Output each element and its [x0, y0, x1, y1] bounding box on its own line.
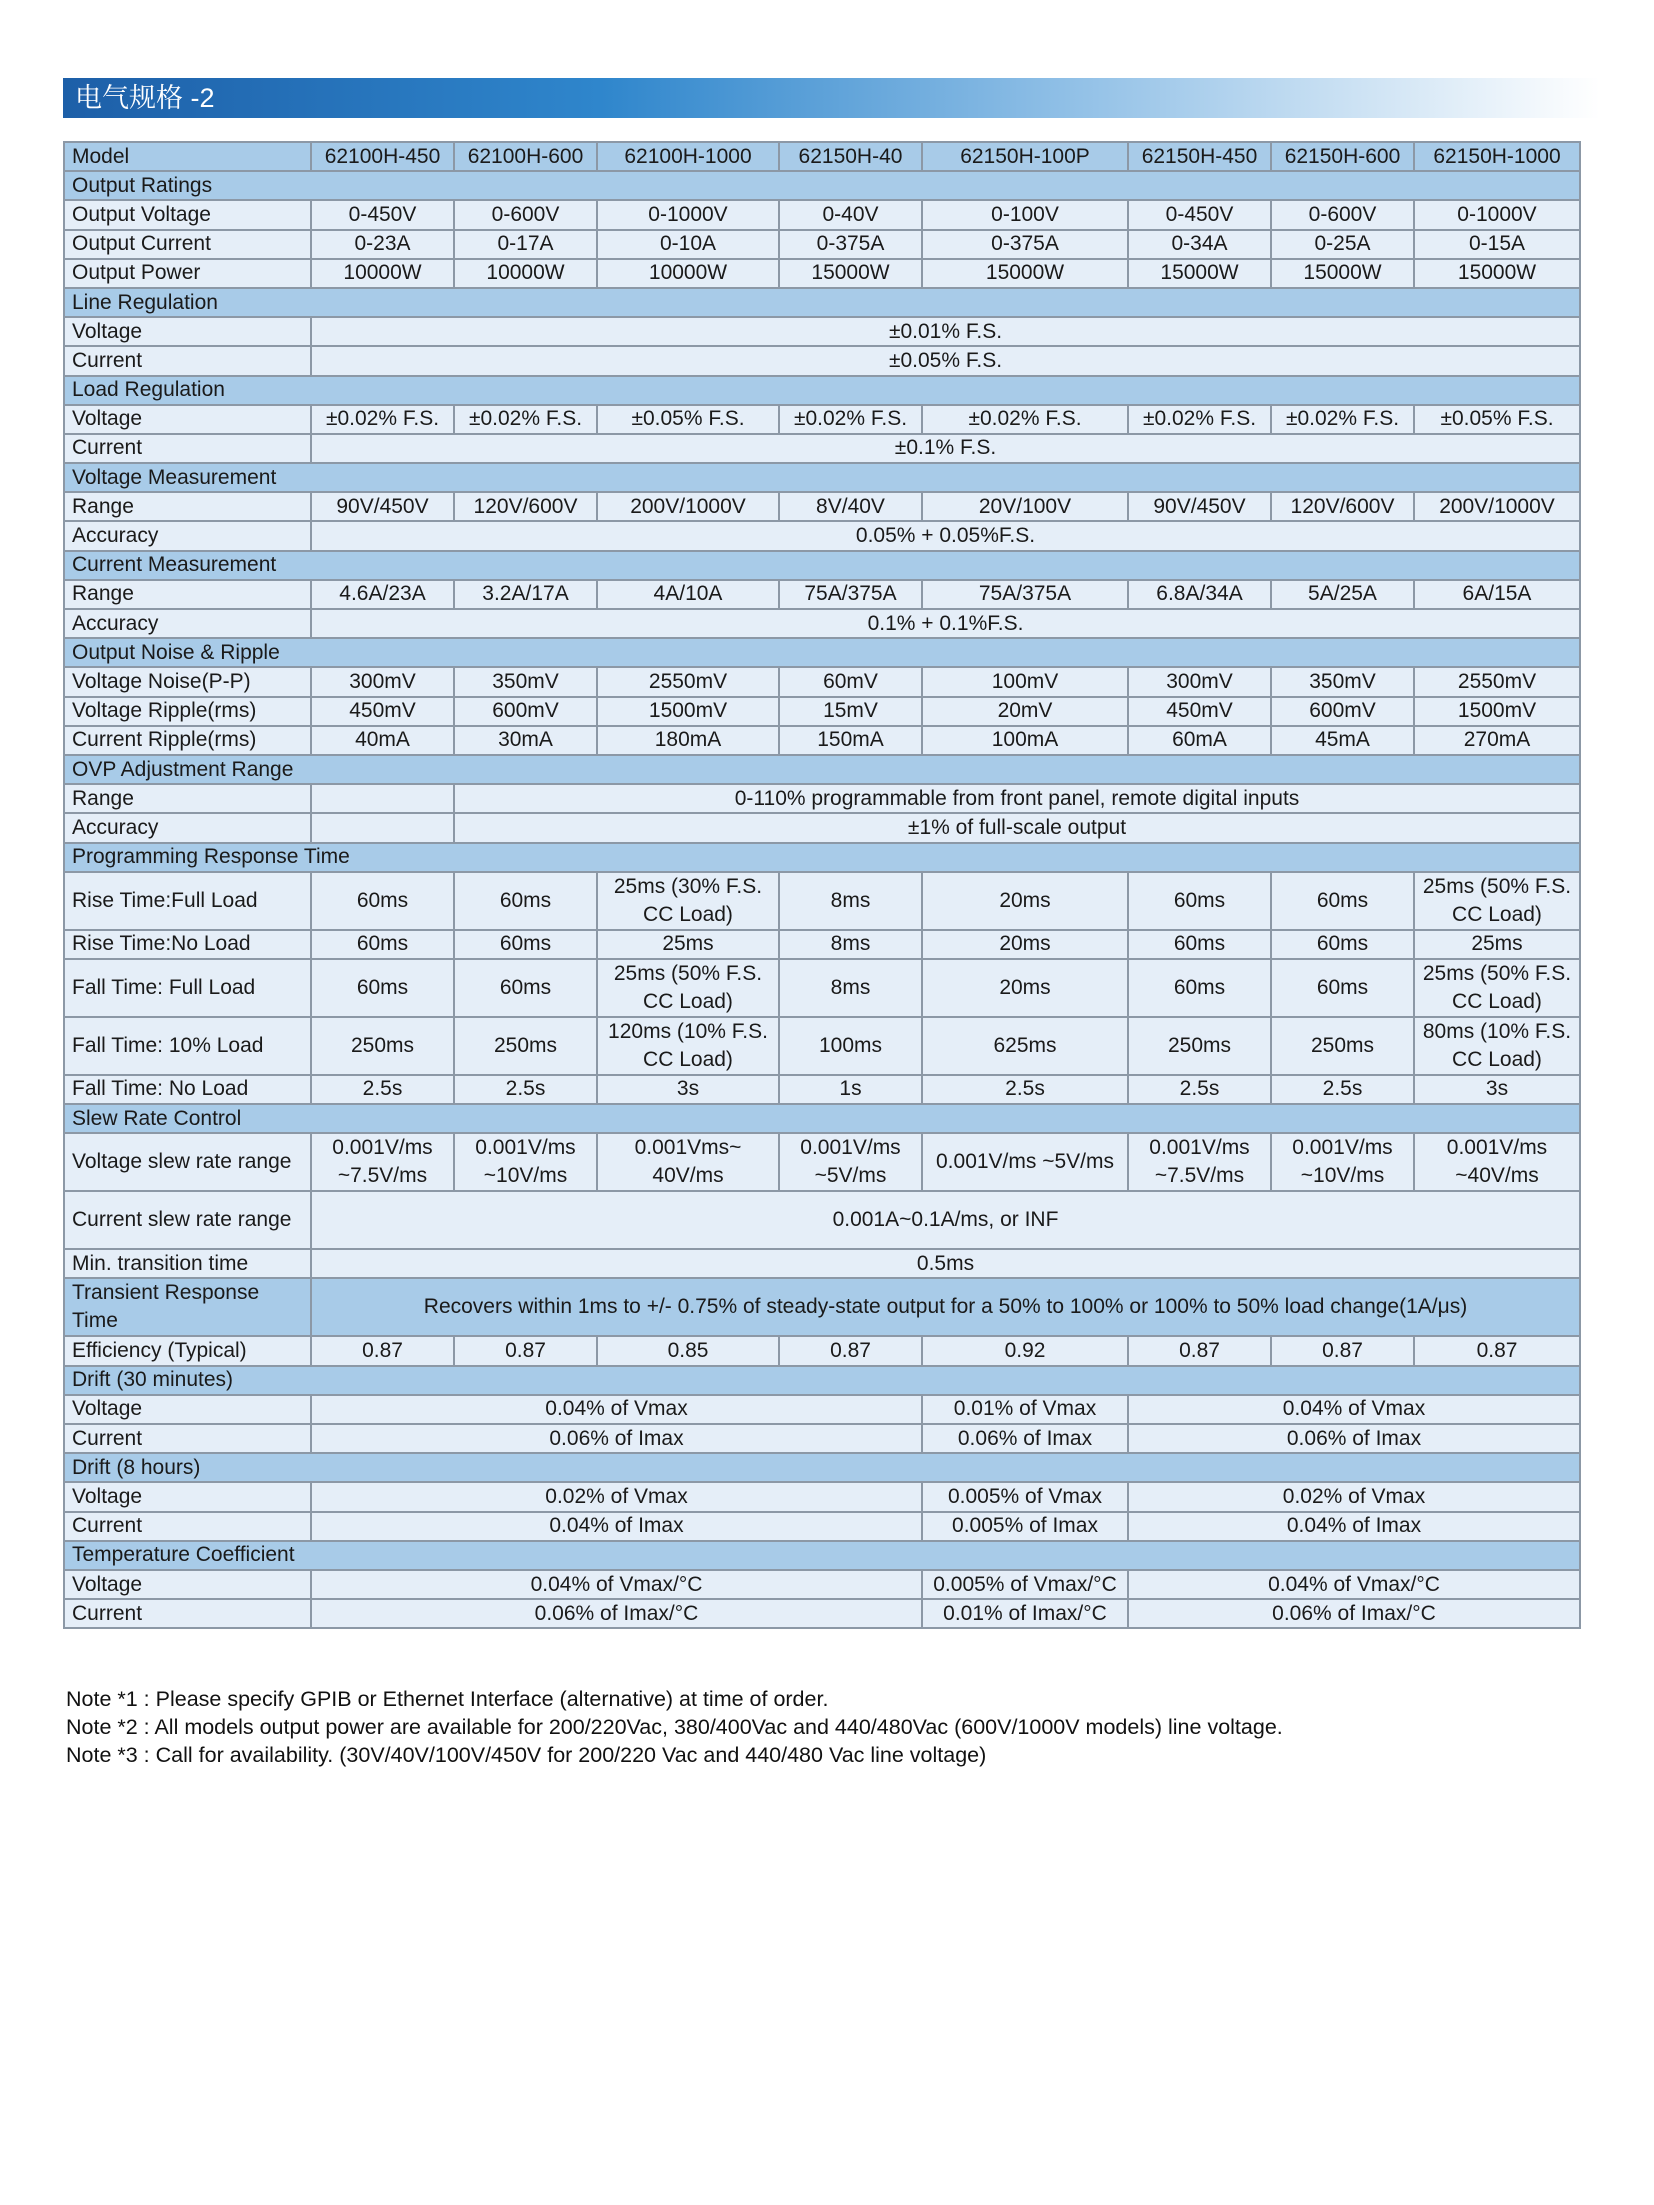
section-drift-30min: [64, 1366, 1580, 1395]
table-cell: 0.05% + 0.05%F.S.: [311, 521, 1580, 550]
table-cell: 8V/40V: [779, 492, 922, 521]
section-header: Temperature Coefficient: [64, 1541, 1580, 1570]
table-cell: 3s: [597, 1075, 779, 1104]
table-cell: ±0.05% F.S.: [311, 346, 1580, 375]
section-voltage-measurement: [64, 463, 1580, 492]
table-cell: 0-23A: [311, 230, 454, 259]
row-vmeas-accuracy: [64, 521, 1580, 550]
table-cell: 600mV: [454, 697, 597, 726]
row-label: Current Ripple(rms): [64, 726, 311, 755]
table-cell: 0.001V/ms ~40V/ms: [1414, 1133, 1580, 1191]
section-header: Output Noise & Ripple: [64, 638, 1580, 667]
row-efficiency: [64, 1336, 1580, 1365]
table-cell: 15mV: [779, 697, 922, 726]
note-3: Note *3 : Call for availability. (30V/40V/100V/450V for 200/220 Vac and 440/480 Vac line voltage): [66, 1742, 987, 1767]
table-cell: 100mV: [922, 667, 1128, 696]
table-cell: 0-450V: [1128, 200, 1271, 229]
section-header: Drift (30 minutes): [64, 1366, 1580, 1395]
row-label: Voltage: [64, 1482, 311, 1511]
table-cell: 0.87: [311, 1336, 454, 1365]
section-header: Output Ratings: [64, 171, 1580, 200]
table-cell: 0.005% of Imax: [922, 1512, 1128, 1541]
table-cell: 0.04% of Vmax/°C: [1128, 1570, 1580, 1599]
table-cell: 6.8A/34A: [1128, 580, 1271, 609]
table-cell: 45mA: [1271, 726, 1414, 755]
row-label: Range: [64, 784, 311, 813]
row-label: Min. transition time: [64, 1249, 311, 1278]
table-cell: 8ms: [779, 872, 922, 930]
table-cell: ±0.02% F.S.: [454, 405, 597, 434]
row-voltage-noise: [64, 667, 1580, 696]
row-transient: [64, 1278, 1580, 1336]
table-cell: 0.06% of Imax/°C: [1128, 1599, 1580, 1628]
row-label: Voltage: [64, 1395, 311, 1424]
table-cell: 0-600V: [1271, 200, 1414, 229]
row-label: Output Power: [64, 259, 311, 288]
table-cell: 120ms (10% F.S. CC Load): [597, 1017, 779, 1075]
table-cell: 0-375A: [779, 230, 922, 259]
table-cell: 0-110% programmable from front panel, remote digital inputs: [454, 784, 1580, 813]
notes: [66, 1686, 1586, 1769]
row-line-reg-voltage: [64, 317, 1580, 346]
table-cell: 0.02% of Vmax: [1128, 1482, 1580, 1511]
row-label: Voltage: [64, 405, 311, 434]
row-drift8-current: [64, 1512, 1580, 1541]
table-cell: ±0.02% F.S.: [779, 405, 922, 434]
section-output-ratings: [64, 171, 1580, 200]
table-cell: 0.06% of Imax: [311, 1424, 922, 1453]
table-cell: 120V/600V: [454, 492, 597, 521]
empty-cell: [311, 784, 454, 813]
row-rise-full: [64, 872, 1580, 930]
row-drift30-voltage: [64, 1395, 1580, 1424]
table-cell: 60ms: [1271, 959, 1414, 1017]
row-output-voltage: [64, 200, 1580, 229]
table-cell: ±0.01% F.S.: [311, 317, 1580, 346]
table-cell: 0.001V/ms ~5V/ms: [922, 1133, 1128, 1191]
table-cell: 100mA: [922, 726, 1128, 755]
table-cell: 0.01% of Imax/°C: [922, 1599, 1128, 1628]
table-cell: 60ms: [311, 872, 454, 930]
table-cell: 2550mV: [1414, 667, 1580, 696]
row-tempco-voltage: [64, 1570, 1580, 1599]
row-label: Voltage slew rate range: [64, 1133, 311, 1191]
model-name: 62100H-450: [311, 142, 454, 171]
table-cell: 120V/600V: [1271, 492, 1414, 521]
table-cell: 20ms: [922, 872, 1128, 930]
row-label: Current: [64, 1424, 311, 1453]
table-cell: 0-34A: [1128, 230, 1271, 259]
model-header: Model: [64, 142, 311, 171]
section-header: Load Regulation: [64, 376, 1580, 405]
table-cell: 20V/100V: [922, 492, 1128, 521]
table-cell: 300mV: [1128, 667, 1271, 696]
table-cell: 8ms: [779, 959, 922, 1017]
table-cell: 0.04% of Vmax: [1128, 1395, 1580, 1424]
table-cell: 250ms: [454, 1017, 597, 1075]
section-header: Voltage Measurement: [64, 463, 1580, 492]
table-cell: 600mV: [1271, 697, 1414, 726]
table-cell: 4A/10A: [597, 580, 779, 609]
model-name: 62150H-40: [779, 142, 922, 171]
table-cell: 150mA: [779, 726, 922, 755]
table-cell: 0.04% of Imax: [1128, 1512, 1580, 1541]
table-cell: 20ms: [922, 930, 1128, 959]
table-cell: 75A/375A: [779, 580, 922, 609]
model-name: 62150H-600: [1271, 142, 1414, 171]
table-cell: ±0.02% F.S.: [922, 405, 1128, 434]
row-output-power: [64, 259, 1580, 288]
table-cell: 30mA: [454, 726, 597, 755]
row-voltage-slew: [64, 1133, 1580, 1191]
table-cell: 3.2A/17A: [454, 580, 597, 609]
table-cell: 8ms: [779, 930, 922, 959]
table-cell: ±0.02% F.S.: [1128, 405, 1271, 434]
table-cell: 0-375A: [922, 230, 1128, 259]
row-label: Current slew rate range: [64, 1191, 311, 1249]
table-cell: 0.06% of Imax: [1128, 1424, 1580, 1453]
section-noise-ripple: [64, 638, 1580, 667]
row-label: Rise Time:No Load: [64, 930, 311, 959]
table-cell: 15000W: [922, 259, 1128, 288]
table-cell: ±0.02% F.S.: [1271, 405, 1414, 434]
section-slew-rate: [64, 1104, 1580, 1133]
table-cell: 15000W: [779, 259, 922, 288]
row-label: Range: [64, 580, 311, 609]
table-cell: 40mA: [311, 726, 454, 755]
row-voltage-ripple: [64, 697, 1580, 726]
table-cell: 0.87: [1414, 1336, 1580, 1365]
row-label: Current: [64, 346, 311, 375]
table-cell: 450mV: [311, 697, 454, 726]
table-cell: 0.001A~0.1A/ms, or INF: [311, 1191, 1580, 1249]
row-current-slew: [64, 1191, 1580, 1249]
section-header: Slew Rate Control: [64, 1104, 1580, 1133]
table-cell: 0.001V/ms ~7.5V/ms: [1128, 1133, 1271, 1191]
table-cell: ±0.1% F.S.: [311, 434, 1580, 463]
row-tempco-current: [64, 1599, 1580, 1628]
row-label: Range: [64, 492, 311, 521]
row-label: Voltage: [64, 1570, 311, 1599]
table-cell: 0.87: [1128, 1336, 1271, 1365]
table-cell: 0.04% of Vmax/°C: [311, 1570, 922, 1599]
row-label: Accuracy: [64, 813, 311, 842]
table-cell: 15000W: [1414, 259, 1580, 288]
table-cell: 250ms: [1128, 1017, 1271, 1075]
table-cell: 0.92: [922, 1336, 1128, 1365]
table-cell: 1500mV: [597, 697, 779, 726]
table-cell: 0-1000V: [1414, 200, 1580, 229]
row-load-reg-current: [64, 434, 1580, 463]
section-banner: 电气规格 -2: [63, 78, 1600, 118]
table-cell: 0.005% of Vmax/°C: [922, 1570, 1128, 1599]
row-rise-no: [64, 930, 1580, 959]
section-current-measurement: [64, 551, 1580, 580]
table-cell: 0.06% of Imax/°C: [311, 1599, 922, 1628]
table-cell: 0-40V: [779, 200, 922, 229]
table-cell: 0.001Vms~ 40V/ms: [597, 1133, 779, 1191]
section-tempco: [64, 1541, 1580, 1570]
model-name: 62100H-1000: [597, 142, 779, 171]
table-cell: ±1% of full-scale output: [454, 813, 1580, 842]
table-cell: 250ms: [311, 1017, 454, 1075]
table-cell: 25ms (50% F.S. CC Load): [597, 959, 779, 1017]
row-drift8-voltage: [64, 1482, 1580, 1511]
table-cell: 60ms: [1271, 872, 1414, 930]
row-label: Current: [64, 1599, 311, 1628]
section-header: Line Regulation: [64, 288, 1580, 317]
table-cell: ±0.05% F.S.: [1414, 405, 1580, 434]
model-name: 62100H-600: [454, 142, 597, 171]
table-cell: 5A/25A: [1271, 580, 1414, 609]
row-fall-10: [64, 1017, 1580, 1075]
note-1: Note *1 : Please specify GPIB or Ethernet Interface (alternative) at time of order.: [66, 1687, 829, 1711]
table-cell: 2.5s: [454, 1075, 597, 1104]
table-cell: 60ms: [454, 872, 597, 930]
section-header: Drift (8 hours): [64, 1453, 1580, 1482]
section-header: Current Measurement: [64, 551, 1580, 580]
table-cell: 0.04% of Vmax: [311, 1395, 922, 1424]
table-cell: 0.06% of Imax: [922, 1424, 1128, 1453]
table-cell: 25ms: [597, 930, 779, 959]
spec-table: [63, 141, 1581, 1629]
row-output-current: [64, 230, 1580, 259]
table-cell: 0-25A: [1271, 230, 1414, 259]
table-cell: 15000W: [1128, 259, 1271, 288]
row-fall-full: [64, 959, 1580, 1017]
table-cell: 60ms: [1128, 930, 1271, 959]
table-cell: 90V/450V: [1128, 492, 1271, 521]
section-line-regulation: [64, 288, 1580, 317]
table-cell: 0-100V: [922, 200, 1128, 229]
table-cell: ±0.05% F.S.: [597, 405, 779, 434]
table-cell: 0.5ms: [311, 1249, 1580, 1278]
row-label: Efficiency (Typical): [64, 1336, 311, 1365]
row-label: Transient Response Time: [64, 1278, 311, 1336]
row-imeas-accuracy: [64, 609, 1580, 638]
row-label: Voltage Ripple(rms): [64, 697, 311, 726]
table-cell: 10000W: [311, 259, 454, 288]
table-cell: 0.001V/ms ~7.5V/ms: [311, 1133, 454, 1191]
table-cell: 10000W: [454, 259, 597, 288]
row-label: Current: [64, 1512, 311, 1541]
row-drift30-current: [64, 1424, 1580, 1453]
table-cell: 25ms (50% F.S. CC Load): [1414, 959, 1580, 1017]
table-cell: 0-450V: [311, 200, 454, 229]
table-cell: 0-17A: [454, 230, 597, 259]
table-cell: 60ms: [1271, 930, 1414, 959]
table-cell: 180mA: [597, 726, 779, 755]
table-cell: 200V/1000V: [1414, 492, 1580, 521]
section-response-time: [64, 843, 1580, 872]
table-cell: 2.5s: [311, 1075, 454, 1104]
header-row: [64, 142, 1580, 171]
section-drift-8h: [64, 1453, 1580, 1482]
table-cell: 0.87: [1271, 1336, 1414, 1365]
section-header: OVP Adjustment Range: [64, 755, 1580, 784]
table-cell: 0-10A: [597, 230, 779, 259]
table-cell: 0-1000V: [597, 200, 779, 229]
table-cell: 250ms: [1271, 1017, 1414, 1075]
table-cell: 0.005% of Vmax: [922, 1482, 1128, 1511]
table-cell: 0-15A: [1414, 230, 1580, 259]
table-cell: 0.001V/ms ~10V/ms: [454, 1133, 597, 1191]
table-cell: 2.5s: [922, 1075, 1128, 1104]
table-cell: 25ms (30% F.S. CC Load): [597, 872, 779, 930]
table-cell: 25ms (50% F.S. CC Load): [1414, 872, 1580, 930]
row-label: Fall Time: Full Load: [64, 959, 311, 1017]
row-label: Output Current: [64, 230, 311, 259]
row-min-transition: [64, 1249, 1580, 1278]
table-cell: 60ms: [311, 959, 454, 1017]
row-label: Voltage: [64, 317, 311, 346]
table-cell: 60ms: [311, 930, 454, 959]
table-cell: 10000W: [597, 259, 779, 288]
row-label: Voltage Noise(P-P): [64, 667, 311, 696]
table-cell: 200V/1000V: [597, 492, 779, 521]
table-cell: 350mV: [1271, 667, 1414, 696]
section-header: Programming Response Time: [64, 843, 1580, 872]
table-cell: 60mA: [1128, 726, 1271, 755]
model-name: 62150H-100P: [922, 142, 1128, 171]
empty-cell: [311, 813, 454, 842]
row-label: Accuracy: [64, 521, 311, 550]
table-cell: 0.87: [454, 1336, 597, 1365]
row-ovp-range: [64, 784, 1580, 813]
table-cell: 80ms (10% F.S. CC Load): [1414, 1017, 1580, 1075]
row-label: Fall Time: No Load: [64, 1075, 311, 1104]
table-cell: 60mV: [779, 667, 922, 696]
table-cell: 450mV: [1128, 697, 1271, 726]
table-cell: 60ms: [1128, 959, 1271, 1017]
table-cell: 25ms: [1414, 930, 1580, 959]
table-cell: 0.1% + 0.1%F.S.: [311, 609, 1580, 638]
table-cell: 6A/15A: [1414, 580, 1580, 609]
model-name: 62150H-450: [1128, 142, 1271, 171]
row-imeas-range: [64, 580, 1580, 609]
table-cell: 0.04% of Imax: [311, 1512, 922, 1541]
table-cell: 100ms: [779, 1017, 922, 1075]
table-cell: ±0.02% F.S.: [311, 405, 454, 434]
table-cell: 3s: [1414, 1075, 1580, 1104]
table-cell: 2.5s: [1271, 1075, 1414, 1104]
row-label: Rise Time:Full Load: [64, 872, 311, 930]
row-vmeas-range: [64, 492, 1580, 521]
table-cell: 0.01% of Vmax: [922, 1395, 1128, 1424]
table-cell: 60ms: [454, 959, 597, 1017]
row-label: Output Voltage: [64, 200, 311, 229]
table-cell: 1s: [779, 1075, 922, 1104]
table-cell: 20mV: [922, 697, 1128, 726]
section-ovp: [64, 755, 1580, 784]
row-ovp-accuracy: [64, 813, 1580, 842]
row-label: Current: [64, 434, 311, 463]
model-name: 62150H-1000: [1414, 142, 1580, 171]
table-cell: 60ms: [454, 930, 597, 959]
table-cell: 2.5s: [1128, 1075, 1271, 1104]
table-cell: 1500mV: [1414, 697, 1580, 726]
row-line-reg-current: [64, 346, 1580, 375]
table-cell: 0.001V/ms ~5V/ms: [779, 1133, 922, 1191]
table-cell: Recovers within 1ms to +/- 0.75% of steady-state output for a 50% to 100% or 100% to 50% load change(1A/μs): [311, 1278, 1580, 1336]
table-cell: 300mV: [311, 667, 454, 696]
note-2: Note *2 : All models output power are available for 200/220Vac, 380/400Vac and 440/480Vac (600V/1000V models) line voltage.: [66, 1714, 1283, 1739]
row-fall-no: [64, 1075, 1580, 1104]
table-cell: 0-600V: [454, 200, 597, 229]
section-load-regulation: [64, 376, 1580, 405]
table-cell: 625ms: [922, 1017, 1128, 1075]
row-load-reg-voltage: [64, 405, 1580, 434]
row-label: Accuracy: [64, 609, 311, 638]
table-cell: 0.001V/ms ~10V/ms: [1271, 1133, 1414, 1191]
table-cell: 2550mV: [597, 667, 779, 696]
table-cell: 60ms: [1128, 872, 1271, 930]
row-current-ripple: [64, 726, 1580, 755]
table-cell: 4.6A/23A: [311, 580, 454, 609]
table-cell: 90V/450V: [311, 492, 454, 521]
table-cell: 0.85: [597, 1336, 779, 1365]
table-cell: 0.02% of Vmax: [311, 1482, 922, 1511]
row-label: Fall Time: 10% Load: [64, 1017, 311, 1075]
table-cell: 0.87: [779, 1336, 922, 1365]
table-cell: 270mA: [1414, 726, 1580, 755]
table-cell: 15000W: [1271, 259, 1414, 288]
table-cell: 20ms: [922, 959, 1128, 1017]
table-cell: 350mV: [454, 667, 597, 696]
table-cell: 75A/375A: [922, 580, 1128, 609]
